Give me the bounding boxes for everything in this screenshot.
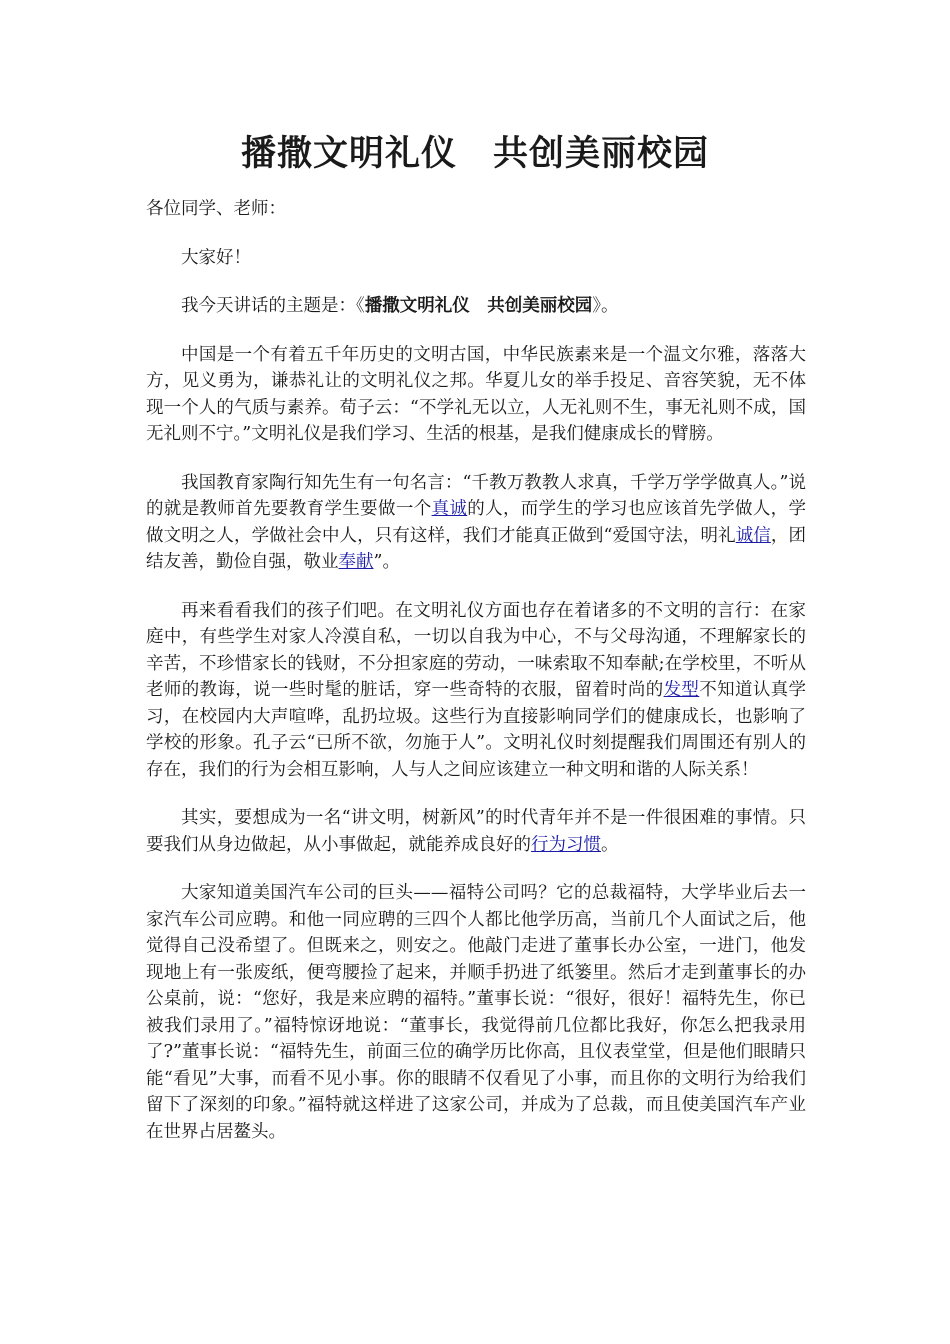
p4-text-2: 。 <box>601 834 619 855</box>
topic-paragraph <box>146 293 806 320</box>
p3-text-2: 不知道认真学习，在校园内大声喧哗，乱扔垃圾。这些行为直接影响同学们的健康成长，也影响了学校的形象。孔子云“已所不欲，勿施于人”。文明礼仪时刻提醒我们周围还有别人的存在，我们的行为会相互影响，人与人之间应该建立一种文明和谐的人际关系！ <box>146 680 807 780</box>
topic-prefix: 我今天讲话的主题是：《 <box>181 296 365 316</box>
p4-text-1: 其实，要想成为一名“讲文明，树新风”的时代青年并不是一件很困难的事情。只要我们从身边做起，从小事做起，就能养成良好的 <box>146 808 806 855</box>
topic-title: 播撒文明礼仪 共创美丽校园 <box>364 296 593 316</box>
p2-text-1: 我国教育家陶行知先生有一句名言：“千教万教教人求真，千学万学学做真人。”说的就是教师首先要教育学生要做一个 <box>146 472 806 519</box>
document-title: 播撒文明礼仪 共创美丽校园 <box>240 134 709 174</box>
paragraph-tao-xingzhi <box>146 470 806 576</box>
p2-text-4: ”。 <box>373 552 400 572</box>
document-body <box>146 196 806 1167</box>
link-faxing[interactable]: 发型 <box>663 680 700 700</box>
paragraph-ford-story: 大家知道美国汽车公司的巨头——福特公司吗？它的总裁福特，大学毕业后去一家汽车公司应聘。和他一同应聘的三四个人都比他学历高，当前几个人面试之后，他觉得自己没希望了。但既来之，则安之。他敲门走进了董事长办公室，一进门，他发现地上有一张废纸，便弯腰捡了起来，并顺手扔进了纸篓里。然后才走到董事长的办公桌前，说：“您好，我是来应聘的福特。”董事长说：“很好，很好！福特先生，你已被我们录用了。”福特惊讶地说：“董事长，我觉得前几位都比我好，你怎么把我录用了?”董事长说：“福特先生，前面三位的确学历比你高，且仪表堂堂，但是他们眼睛只能“看见”大事，而看不见小事。你的眼睛不仅看见了小事，而且你的文明行为给我们留下了深刻的印象。”福特就这样进了这家公司，并成为了总裁，而且使美国汽车产业在世界占居鳌头。 <box>146 883 806 1142</box>
greeting: 大家好！ <box>181 247 251 268</box>
link-xingwei-xiguan[interactable]: 行为习惯 <box>531 834 601 855</box>
p3-text-1: 再来看看我们的孩子们吧。在文明礼仪方面也存在着诸多的不文明的言行：在家庭中，有些学生对家人冷漠自私，一切以自我为中心，不与父母沟通，不理解家长的辛苦，不珍惜家长的钱财，不分担家庭的劳动，一味索取不知奉献;在学校里，不听从老师的教诲，说一些时髦的脏话，穿一些奇特的衣服，留着时尚的 <box>146 600 806 700</box>
p2-text-3: ，团结友善，勤俭自强，敬业 <box>146 525 807 572</box>
p2-text-2: 的人，而学生的学习也应该首先学做人，学做文明之人，学做社会中人，只有这样，我们才能真正做到“爱国守法，明礼 <box>146 499 807 546</box>
link-chengxin[interactable]: 诚信 <box>735 525 771 546</box>
salutation: 各位同学、老师： <box>146 199 286 219</box>
topic-suffix: 》。 <box>592 296 619 316</box>
link-zhencheng[interactable]: 真诚 <box>431 499 468 519</box>
paragraph-children <box>146 598 806 784</box>
paragraph-civilization: 中国是一个有着五千年历史的文明古国，中华民族素来是一个温文尔雅，落落大方，见义勇为，谦恭礼让的文明礼仪之邦。华夏儿女的举手投足、音容笑貌，无不体现一个人的气质与素养。荀子云：“不学礼无以立，人无礼则不生，事无礼则不成，国无礼则不宁。”文明礼仪是我们学习、生活的根基，是我们健康成长的臂膀。 <box>146 344 806 444</box>
paragraph-new-style <box>146 805 806 858</box>
link-fengxian[interactable]: 奉献 <box>338 552 374 572</box>
